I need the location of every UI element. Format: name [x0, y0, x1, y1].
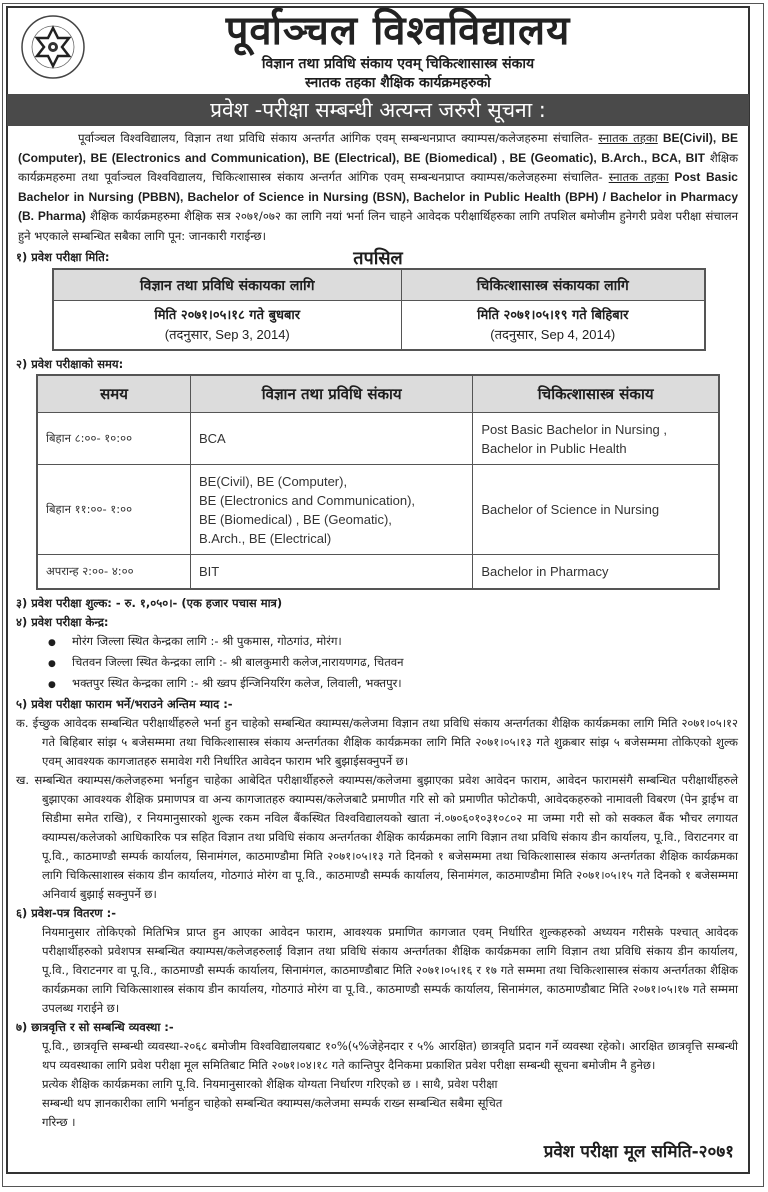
details-heading: तपसिल	[353, 248, 403, 269]
faculty-subtitle: विज्ञान तथा प्रविधि संकाय एवम् चिकित्शासास्त्र संकाय	[261, 56, 535, 72]
item-text: ईच्छुक आवेदक सम्बन्धित परीक्षार्थीहरुले भर्ना हुन चाहेको सम्बन्धित क्याम्पस/कलेजमा विज्ञान तथा प्रविधि संकाय अन्तर्गतका शैक्षिक कार्यक्रमका लागि मिति २०७१।०५।१२ गते बिहिबार सांझ ५ बजेसम्ममा तथा चिकित्शासास्त्र संकाय अन्तर्गतका शैक्षिक कार्यक्रमका लागि मिति २०७१।०५।१३ गते शुक्रबार सांझ ५ बजेसम्ममा तोकिएको शुल्क एवम् आवश्यक कागजातहरु समावेश गरी निर्धारित आवेदन फाराम भरि बुझाईसक्नुपर्ने छ।	[32, 715, 739, 768]
admit-card-label: ६) प्रवेश-पत्र वितरण :-	[16, 905, 116, 920]
time-cell: अपरान्ह २:००- ४:००	[37, 555, 191, 589]
intro-underline-2: स्नातक तहका	[608, 170, 669, 184]
program: Post Basic Bachelor in Nursing ,	[481, 421, 668, 437]
science-cell	[191, 555, 473, 589]
time-cell: बिहान ११:००- १:००	[37, 465, 191, 555]
deadline-item-kha	[8, 771, 748, 904]
science-cell	[191, 465, 473, 555]
date-cell-medical	[401, 301, 705, 351]
exam-centers-label: ४) प्रवेश परीक्षा केन्द्र:	[16, 614, 109, 629]
intro-text: पूर्वाञ्चल विश्वविद्यालय, विज्ञान तथा प्रविधि संकाय अन्तर्गत आंगिक एवम् सम्बन्धनप्राप्त क्याम्पस/कलेजहरुमा संचालित-	[78, 131, 599, 145]
date-science-nepali: मिति २०७१।०५।१८ गते बुधबार	[154, 308, 301, 323]
science-cell	[191, 413, 473, 465]
program: BE (Biomedical) , BE (Geomatic),	[199, 511, 392, 527]
medical-cell	[473, 465, 719, 555]
level-subtitle: स्नातक तहका शैक्षिक कार्यक्रमहरुको	[305, 75, 491, 91]
program: BCA	[199, 431, 226, 446]
university-title: पूर्वाञ्चल विश्वविद्यालय	[225, 8, 571, 54]
table-row	[37, 555, 719, 589]
intro-health-programs: Post Basic Bachelor in Nursing (PBBN), Bachelor of Science in Nursing (BSN), Bachelor in Public Health (BPH) / Bachelor in Pharmacy (B. Pharma)	[18, 170, 738, 223]
scholarship-text: पू.वि., छात्रवृत्ति सम्बन्धी व्यवस्था-२०६८ बमोजीम विश्वविद्यालयबाट १०%(५%जेहेनदार र ५% आरक्षित) छात्रवृति प्रदान गर्ने व्यवस्था रहेको। आरक्षित छात्रवृत्ति सम्बन्धी थप व्यवस्थाका लागि प्रवेश परीक्षा मूल समितिबाट मिति २०७१।०४।१८ गते कान्तिपुर दैनिकमा प्रकाशित प्रवेश परीक्षा सम्बन्धी सूचना बमोजीम नै हुनेछ।	[42, 1038, 738, 1072]
time-col-science: विज्ञान तथा प्रविधि संकाय	[191, 375, 473, 413]
sections-list	[8, 594, 748, 1132]
medical-cell	[473, 555, 719, 589]
time-col-medical: चिकित्शासास्त्र संकाय	[473, 375, 719, 413]
intro-underline-1: स्नातक तहका	[598, 131, 658, 145]
item-marker: ख.	[16, 772, 30, 787]
table-row	[37, 413, 719, 465]
program: B.Arch., BE (Electrical)	[199, 530, 332, 546]
notice-banner: प्रवेश -परीक्षा सम्बन्धी अत्यन्त जरुरी सूचना :	[7, 94, 749, 126]
date-medical-english: (तदनुसार, Sep 4, 2014)	[490, 327, 616, 342]
exam-center-item: ● चितवन जिल्ला स्थित केन्द्रका लागि :- श्री बालकुमारी कलेज,नारायणगढ, चितवन	[8, 653, 748, 674]
date-science-english: (तदनुसार, Sep 3, 2014)	[164, 327, 290, 342]
item-text: सम्बन्धित क्याम्पस/कलेजहरुमा भर्नाहुन चाहेका आबेदित परीक्षार्थीहरुले क्याम्पस/कलेजमा बुझाएका प्रवेश आवेदन फाराम, आवेदन फारामसंगै सम्बन्धित परीक्षार्थीहरुले बुझाएका आवश्यक शैक्षिक प्रमाणपत्र वा अन्य कागजातहरु क्याम्पस/कलेजबाटै प्रमाणीत गरि सो को प्रमाणीत फोटोकपी, आवेदकहरुको नामावली विबरण (पेन ड्राईभ वा सिडीमा समेत राखि), र नियमानुसारको शुल्क रकम नविल बैंकस्थित विश्वविद्यालयको खाता नं.०७०६०१०३१०८०२ मा जम्मा गरी सो को सक्कल बैंक भौचर लगायत क्याम्पस/कलेजको आधिकारिक पत्र सहित विज्ञान तथा प्रविधि संकाय अन्तर्गतका शैक्षिक कार्यक्रमका लागि विज्ञान तथा प्रविधि संकाय डीन कार्यालय, पू.वि., विराटनगर वा पू.वि., काठमाण्डौ सम्पर्क कार्यालय, सिनामंगल, काठमाण्डौमा मिति २०७१।०५।१३ गते दिनको १ बजेसम्ममा तथा चिकित्शासास्त्र संकाय अन्तर्गतका शैक्षिक कार्यक्रमका लागि चिकित्साशास्त्र संकाय डीन कार्यालय, गोठगाउं मोरंग वा पू.वि., काठमाण्डौ सम्पर्क कार्यालय, सिनामंगल, काठमाण्डौमा मिति २०७१।०५।१५ गते दिनको १ बजेसम्ममा अनिवार्य बुझाई सक्नुपर्ने छ।	[34, 772, 739, 901]
exam-time-table	[36, 374, 720, 590]
exam-date-table	[52, 268, 706, 351]
program: BE (Electronics and Communication),	[199, 492, 416, 508]
intro-text-3: शैक्षिक कार्यक्रमहरुमा शैक्षिक सत्र २०७१/०७२ का लागि नयां भर्ना लिन चाहने आवेदक परीक्षार्थिहरुका लागि तपशिल बमोजीम हुनेगरी प्रवेश परीक्षा संचालन हुने भएकाले सम्बन्धित सबैका लागि पून: जानकारी गराईन्छ।	[18, 209, 738, 243]
deadline-label: ५) प्रवेश परीक्षा फाराम भर्ने/भराउने अन्तिम म्याद :-	[16, 696, 233, 711]
table-row	[37, 465, 719, 555]
exam-center-item: ● मोरंग जिल्ला स्थित केन्द्रका लागि :- श्री पुकमास, गोठगांउ, मोरंग।	[8, 632, 748, 653]
program: Bachelor of Science in Nursing	[481, 502, 660, 517]
medical-cell	[473, 413, 719, 465]
intro-text-2: शैक्षिक कार्यक्रमहरुमा तथा पूर्वाञ्चल विश्वविद्यालय, चिकित्शासास्त्र संकाय अन्तर्गत आंगिक एवम् सम्बन्धनप्राप्त क्याम्पस/कलेजहरुमा संचालित-	[18, 150, 738, 184]
intro-engineering-programs: BE(Civil), BE (Computer), BE (Electronics and Communication), BE (Electrical), BE (Biomedical) , BE (Geomatic), B.Arch., BCA, BIT	[18, 131, 738, 165]
time-col-time: समय	[37, 375, 191, 413]
program: BIT	[199, 563, 220, 579]
date-cell-science	[53, 301, 401, 351]
scholarship-label: ७) छात्रवृत्ति र सो सम्बन्धि व्यवस्था :-	[16, 1019, 174, 1034]
signature: प्रवेश परीक्षा मूल समिति-२०७१	[543, 1142, 734, 1162]
time-cell: बिहान ८:००- १०:००	[37, 413, 191, 465]
program: Bachelor in Public Health	[481, 440, 627, 456]
footer-note: प्रत्येक शैक्षिक कार्यक्रमका लागि पू.वि. नियमानुसारको शैक्षिक योग्यता निर्धारण गरिएको छ । साथै, प्रवेश परीक्षा सम्बन्धी थप ज्ञानकारीका लागि भर्नाहुन चाहेको सम्बन्धित क्याम्पस/कलेजमा सम्पर्क राख्न सम्बन्धित सबैमा सूचित गरिन्छ ।	[42, 1076, 503, 1129]
exam-time-label: २) प्रवेश परीक्षाको समय:	[16, 357, 124, 371]
date-col-medical: चिकित्शासास्त्र संकायका लागि	[401, 269, 705, 301]
section-exam-date	[8, 246, 748, 268]
program: BE(Civil), BE (Computer),	[199, 473, 348, 489]
date-medical-nepali: मिति २०७१।०५।१९ गते बिहिबार	[477, 308, 629, 323]
program: Bachelor in Pharmacy	[481, 563, 609, 579]
notice-frame	[6, 6, 750, 1174]
exam-center-item: ● भक्तपुर स्थित केन्द्रका लागि :- श्री ख्वप ईन्जिनियरिंग कलेज, लिवाली, भक्तपुर।	[8, 674, 748, 695]
notice-header	[8, 8, 748, 94]
exam-fee: ३) प्रवेश परीक्षा शुल्क: - रु. १,०५०।- (एक हजार पचास मात्र)	[16, 595, 283, 610]
admit-card-text: नियमानुसार तोकिएको मितिभित्र प्राप्त हुन आएका आवेदन फाराम, आवश्यक प्रमाणित कागजात एवम् निर्धारित शुल्कहरुको अध्ययन गरीसके पश्चात् आवेदक परीक्षार्थीहरुको प्रवेशपत्र सम्बन्धित क्याम्पस/कलेजहरुलाई विज्ञान तथा प्रविधि संकाय अन्तर्गतका शैक्षिक कार्यक्रमका लागि विज्ञान तथा प्रविधि संकाय डीन कार्यालय, पू.वि., विराटनगर वा पू.वि., काठमाण्डौ सम्पर्क कार्यालय, सिनामंगल, काठमाण्डौबाट मिति २०७१।०५।१६ र १७ गते सम्ममा तथा चिकित्शासास्त्र संकाय अन्तर्गतका शैक्षिक कार्यक्रमका लागि चिकित्साशास्त्र संकाय डीन कार्यालय, गोठगाउं मोरंग वा पू.वि., काठमाण्डौ सम्पर्क कार्यालय, सिनामंगल, काठमाण्डौबाट मिति २०७१।०५।१७ गते सम्ममा उपलब्ध गराईने छ।	[42, 924, 738, 1015]
exam-date-label: १) प्रवेश परीक्षा मिति:	[16, 250, 110, 264]
item-marker: क.	[16, 715, 29, 730]
intro-paragraph	[8, 126, 748, 246]
deadline-item-ka	[8, 714, 748, 771]
date-col-science: विज्ञान तथा प्रविधि संकायका लागि	[53, 269, 401, 301]
